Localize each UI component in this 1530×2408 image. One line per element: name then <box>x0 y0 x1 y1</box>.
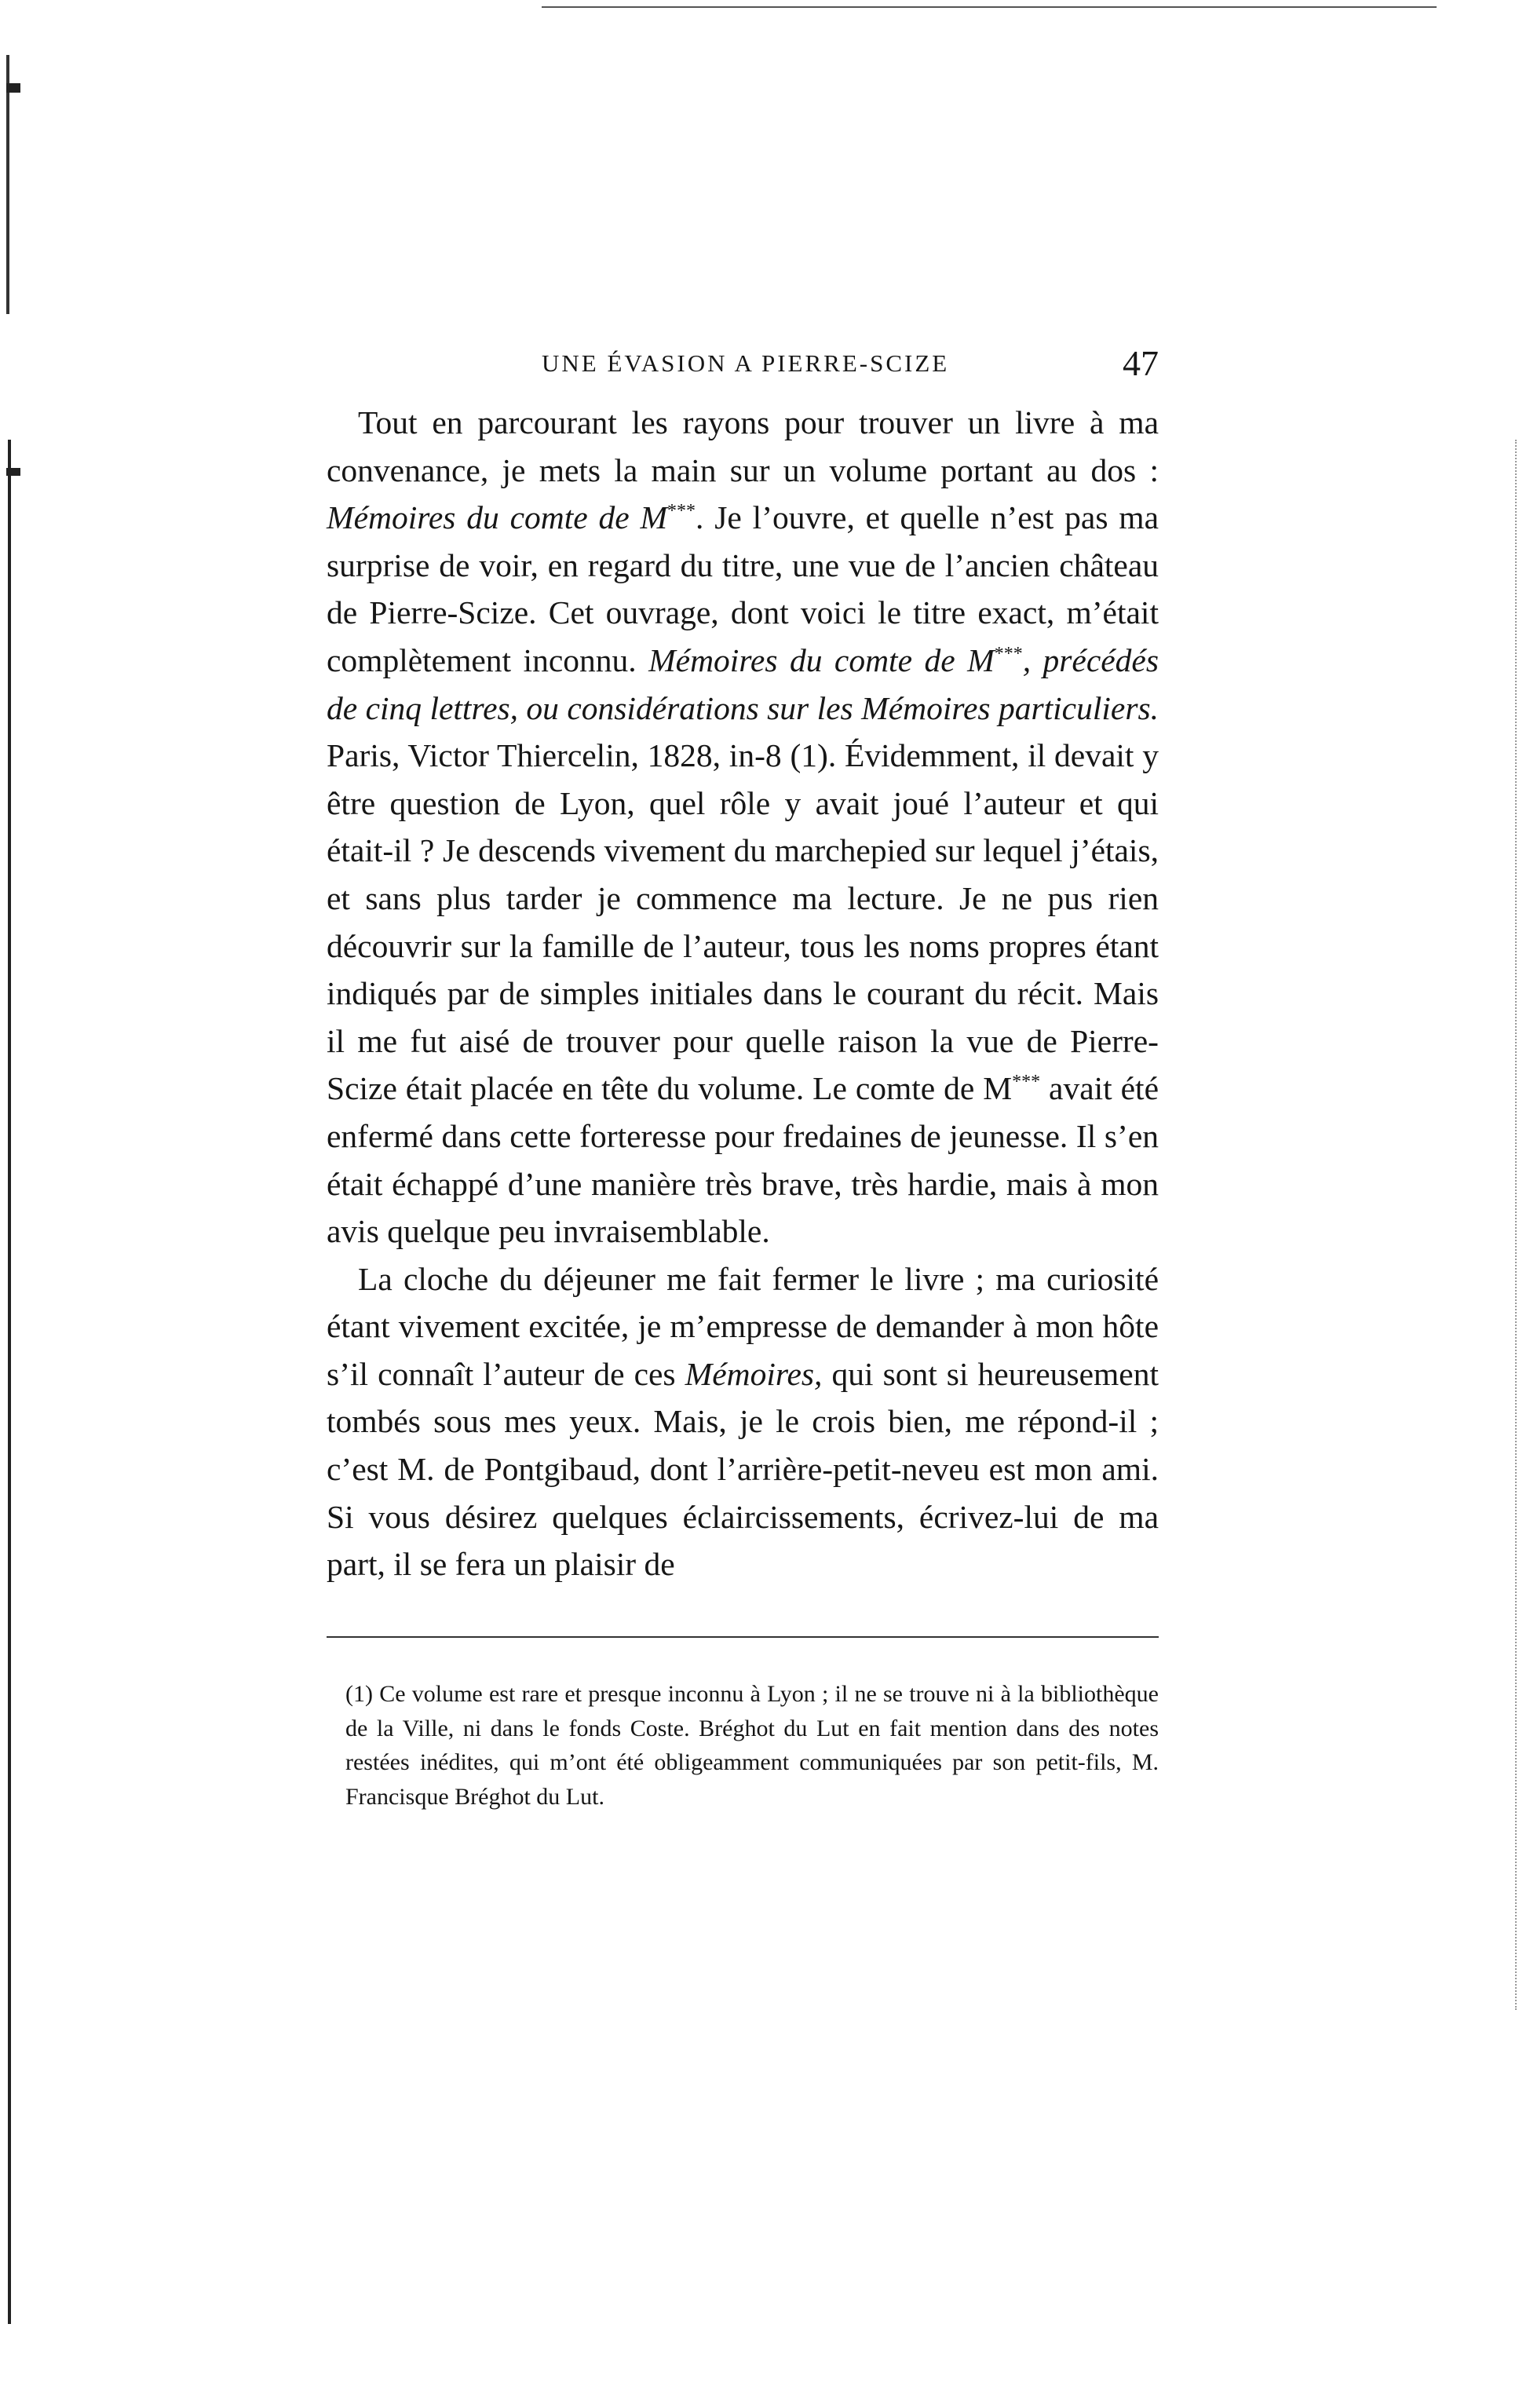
footnote-text: (1) Ce volume est rare et presque inconnu à Lyon ; il ne se trouve ni à la bibliothèque de la Ville, ni dans le fonds Coste. Bréghot du Lut en fait mention dans des notes restées inédites, qui m’ont été obligeamment communiquées par son petit-fils, M. Francisque Bréghot du Lut. <box>345 1681 1159 1810</box>
paragraph-1-text-a: Tout en parcourant les rayons pour trouver un livre à ma convenance, je mets la main sur un volume portant au dos : <box>327 404 1159 488</box>
page-number: 47 <box>1123 343 1159 383</box>
memoires-italic: Mémoires, <box>685 1355 823 1392</box>
scan-left-notch-upper <box>6 83 20 93</box>
paragraph-1 <box>327 399 1159 1255</box>
scan-top-rule <box>542 6 1437 8</box>
scan-right-edge <box>1515 440 1518 2010</box>
paragraph-2-text-b: qui sont si heureusement tombés sous mes yeux. Mais, je le crois bien, me répond-il ; c’est M. de Pontgibaud, dont l’arrière-petit-neveu est mon ami. Si vous désirez quelques éclaircissements, écrivez-lui de ma part, il se fera un plaisir de <box>327 1355 1159 1583</box>
footnote-separator <box>327 1636 1159 1638</box>
asterisks-b: *** <box>994 644 1023 665</box>
scan-left-edge-upper <box>6 55 9 314</box>
paragraph-2 <box>327 1255 1159 1588</box>
paragraph-2-text-a: La cloche du déjeuner me fait fermer le livre ; ma curiosité étant vivement excitée, je m’empresse de demander à mon hôte s’il connaît l’auteur de ces <box>327 1260 1159 1392</box>
main-text <box>327 399 1159 1588</box>
book-title-italic-c: , précédés de cinq lettres, ou considérations sur les Mémoires particuliers. <box>327 641 1159 726</box>
paragraph-1-text-c: Paris, Victor Thiercelin, 1828, in-8 (1). Évidemment, il devait y être question de Lyon, quel rôle y avait joué l’auteur et qui était-il ? Je descends vivement du marchepied sur lequel j’étais, et sans plus tarder je commence ma lecture. Je ne pus rien découvrir sur la famille de l’auteur, tous les noms propres étant indiqués par de simples initiales dans le courant du récit. Mais il me fut aisé de trouver pour quelle raison la vue de Pierre-Scize était placée en tête du volume. Le comte de M <box>327 737 1159 1107</box>
running-title: UNE ÉVASION A PIERRE-SCIZE <box>542 349 950 377</box>
book-title-italic-b: Mémoires du comte de M <box>648 641 995 678</box>
paragraph-1-text-d: avait été enfermé dans cette forteresse pour fredaines de jeunesse. Il s’en était échappé d’une manière très brave, très hardie, mais à mon avis quelque peu invraisemblable. <box>327 1070 1159 1250</box>
book-title-italic-a: Mémoires du comte de M <box>327 499 668 536</box>
asterisks-c: *** <box>1012 1072 1041 1093</box>
scan-left-notch <box>6 468 20 476</box>
scan-left-edge <box>8 440 11 2324</box>
asterisks-a: *** <box>667 501 696 522</box>
footnote <box>345 1677 1159 1814</box>
paragraph-1-text-b: . Je l’ouvre, et quelle n’est pas ma surprise de voir, en regard du titre, une vue de l’ancien château de Pierre-Scize. Cet ouvrage, dont voici le titre exact, m’était complètement inconnu. <box>327 499 1159 678</box>
